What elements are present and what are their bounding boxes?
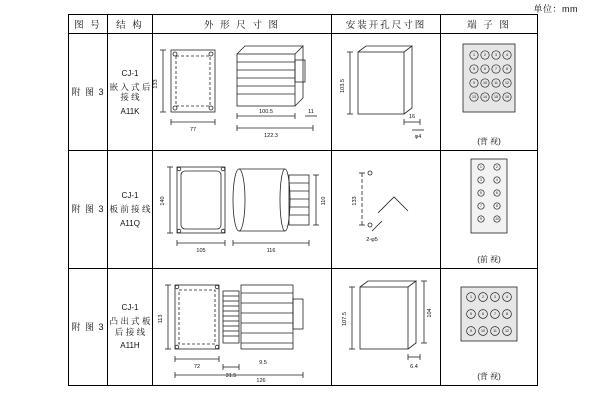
structure-model: CJ-1: [121, 68, 139, 78]
unit-note: 单位：mm: [533, 4, 578, 14]
svg-text:105: 105: [196, 248, 206, 255]
structure-model: CJ-1: [121, 303, 139, 313]
svg-text:31.5: 31.5: [225, 372, 237, 379]
svg-text:3: 3: [480, 178, 482, 183]
spec-table: [68, 14, 538, 386]
svg-text:6: 6: [482, 311, 484, 316]
terminal-caption: (前 视): [477, 254, 501, 264]
svg-text:122.3: 122.3: [264, 133, 278, 140]
svg-text:1: 1: [470, 294, 472, 299]
structure-text: 凸 出 式 板 后 接 线: [109, 316, 151, 337]
svg-text:103.5: 103.5: [340, 79, 346, 93]
svg-text:12: 12: [505, 328, 509, 333]
svg-text:5: 5: [473, 67, 475, 72]
svg-text:1: 1: [473, 53, 475, 58]
svg-text:8: 8: [506, 67, 508, 72]
table-row: [69, 34, 538, 151]
terminal-caption: (背 视): [477, 137, 501, 147]
svg-text:2-φ5: 2-φ5: [366, 237, 378, 244]
svg-text:77: 77: [189, 127, 197, 134]
svg-text:9: 9: [480, 217, 482, 222]
svg-text:5: 5: [480, 191, 482, 196]
structure-code: A11Q: [120, 218, 140, 228]
svg-text:2: 2: [484, 53, 486, 58]
table-header-row: [69, 15, 538, 34]
svg-text:133: 133: [153, 79, 159, 89]
svg-text:5: 5: [470, 311, 472, 316]
svg-text:6: 6: [484, 67, 486, 72]
svg-text:11: 11: [308, 109, 314, 116]
outline-drawing-3: [153, 269, 331, 383]
header-outline: 外 形 尺 寸 图: [153, 15, 332, 34]
mounting-drawing-2: [332, 151, 440, 265]
svg-text:8: 8: [506, 311, 508, 316]
structure-model: CJ-1: [121, 191, 139, 201]
svg-text:3: 3: [494, 294, 496, 299]
svg-text:1: 1: [480, 165, 482, 170]
svg-text:116: 116: [266, 248, 276, 255]
mounting-drawing-1: [332, 34, 440, 148]
table-row: [69, 151, 538, 268]
svg-text:4: 4: [506, 53, 508, 58]
structure-code: A11K: [120, 106, 140, 116]
cell-mounting: [332, 268, 441, 385]
svg-text:4: 4: [496, 178, 498, 183]
svg-text:9.5: 9.5: [259, 359, 267, 366]
header-fig-no: 图 号: [69, 15, 108, 34]
svg-text:110: 110: [321, 196, 327, 206]
mounting-drawing-3: [332, 269, 440, 383]
svg-text:10: 10: [495, 217, 499, 222]
svg-text:13: 13: [472, 95, 476, 100]
cell-mounting: [332, 34, 441, 151]
svg-text:4: 4: [506, 294, 508, 299]
fig-no-label: 附 图 3: [71, 87, 105, 98]
svg-text:104: 104: [427, 308, 433, 318]
structure-code: A11H: [120, 341, 140, 351]
svg-text:3: 3: [495, 53, 497, 58]
svg-text:15: 15: [494, 95, 498, 100]
svg-text:14: 14: [483, 95, 487, 100]
cell-terminal: [441, 268, 538, 385]
svg-text:9: 9: [470, 328, 472, 333]
cell-structure: [108, 34, 153, 151]
svg-text:2: 2: [482, 294, 484, 299]
svg-text:7: 7: [480, 204, 482, 209]
terminal-drawing-2: [441, 151, 537, 251]
svg-text:126: 126: [256, 377, 266, 383]
cell-fig-no: [69, 151, 108, 268]
svg-text:16: 16: [408, 114, 416, 121]
header-terminal: 端 子 图: [441, 15, 538, 34]
svg-text:7: 7: [494, 311, 496, 316]
fig-no-label: 附 图 3: [71, 321, 105, 332]
svg-text:10: 10: [481, 328, 485, 333]
svg-text:72: 72: [193, 363, 201, 370]
svg-text:16: 16: [505, 95, 509, 100]
svg-text:8: 8: [496, 204, 498, 209]
cell-fig-no: [69, 268, 108, 385]
cell-terminal: [441, 151, 538, 268]
svg-text:107.5: 107.5: [342, 311, 348, 326]
terminal-drawing-1: [441, 34, 537, 134]
svg-text:140: 140: [160, 196, 166, 206]
svg-text:2: 2: [496, 165, 498, 170]
svg-text:6: 6: [496, 191, 498, 196]
terminal-drawing-3: [441, 269, 537, 369]
terminal-caption: (背 视): [477, 372, 501, 381]
cell-outline: [153, 34, 332, 151]
cell-outline: [153, 151, 332, 268]
svg-text:12: 12: [505, 81, 509, 86]
outline-drawing-2: [153, 151, 331, 265]
svg-text:9: 9: [473, 81, 475, 86]
svg-text:133: 133: [352, 196, 358, 206]
header-mounting: 安装开孔尺寸图: [332, 15, 441, 34]
structure-text: 板 前 接 线: [109, 204, 151, 215]
header-structure: 结 构: [108, 15, 153, 34]
svg-text:11: 11: [494, 81, 498, 86]
cell-structure: [108, 268, 153, 385]
svg-text:7: 7: [495, 67, 497, 72]
outline-drawing-1: [153, 34, 331, 148]
svg-text:11: 11: [493, 328, 497, 333]
cell-mounting: [332, 151, 441, 268]
cell-fig-no: [69, 34, 108, 151]
svg-text:113: 113: [158, 314, 164, 324]
fig-no-label: 附 图 3: [71, 204, 105, 215]
cell-structure: [108, 151, 153, 268]
svg-text:100.5: 100.5: [259, 109, 273, 116]
svg-text:10: 10: [483, 81, 487, 86]
cell-outline: [153, 268, 332, 385]
cell-terminal: [441, 34, 538, 151]
svg-text:6.4: 6.4: [410, 363, 418, 370]
table-row: [69, 268, 538, 385]
svg-text:φ4: φ4: [414, 134, 422, 141]
structure-text: 嵌 入 式 后 接 线: [109, 81, 151, 103]
